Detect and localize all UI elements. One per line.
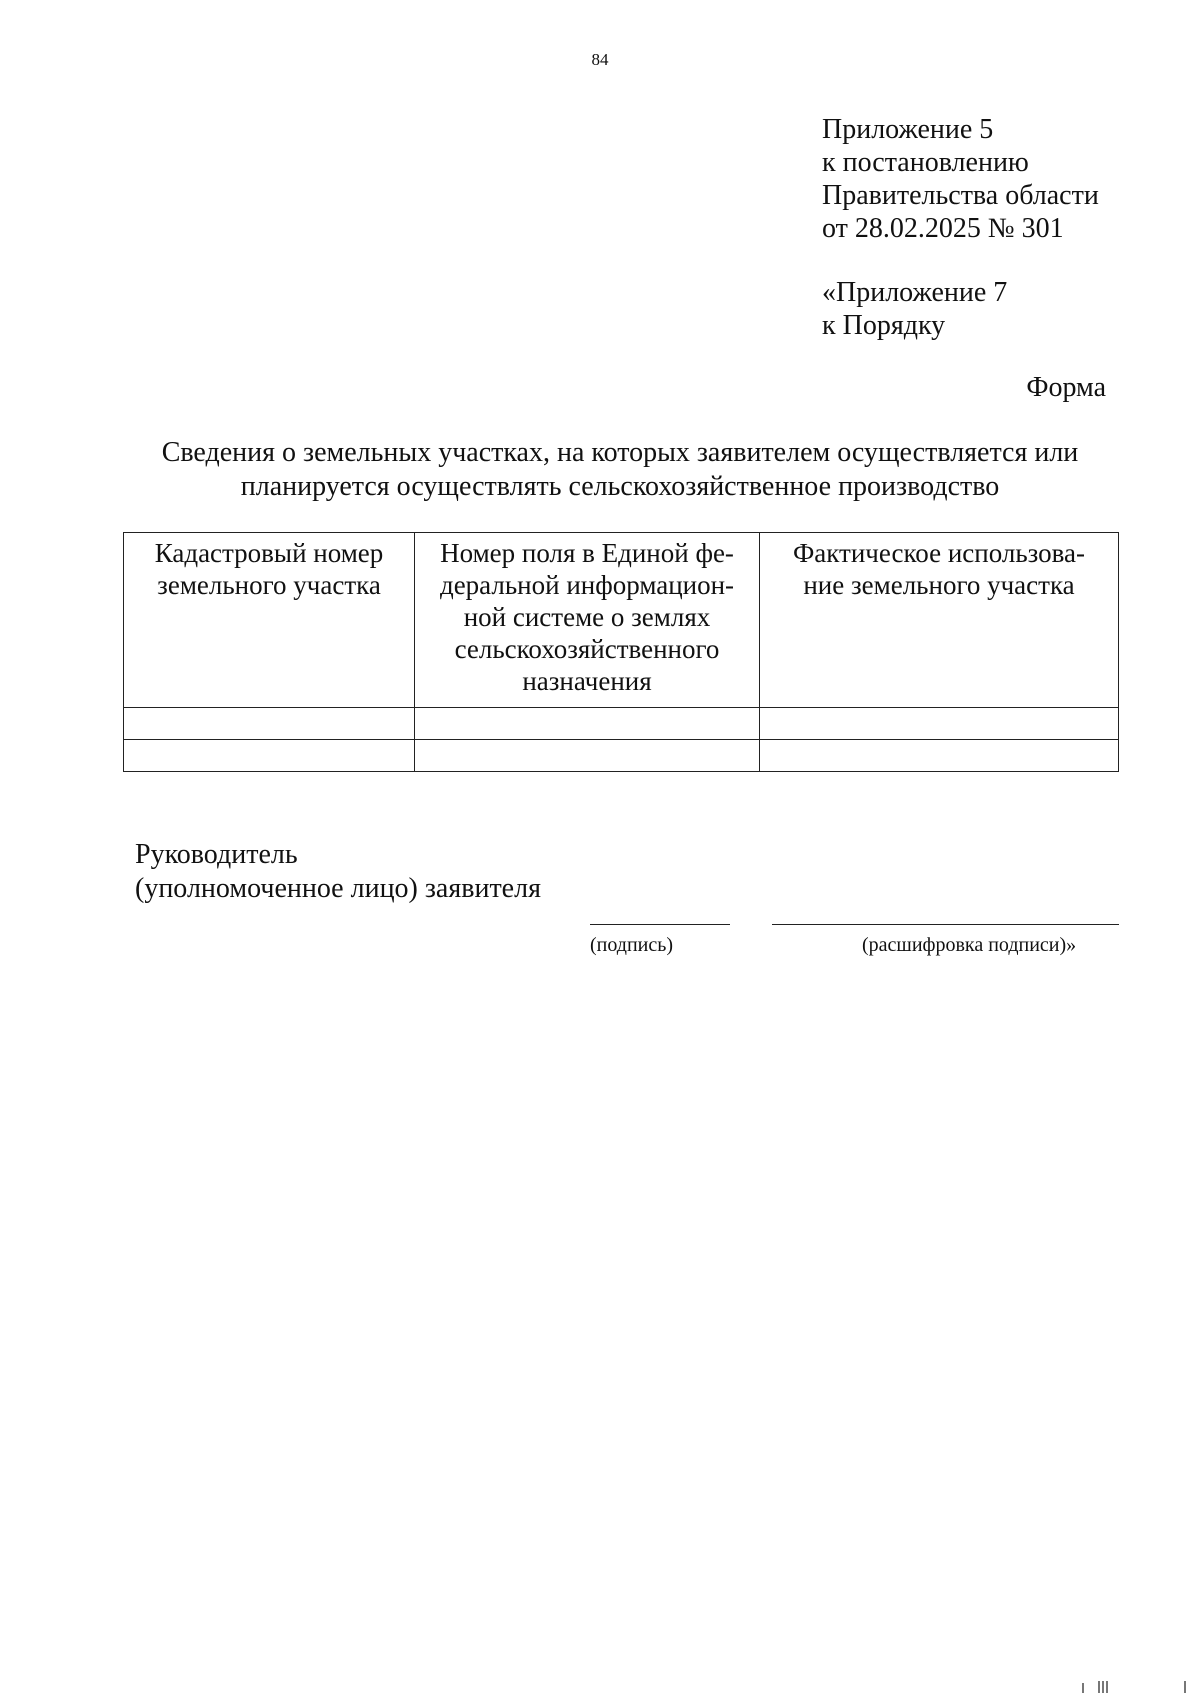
header-line: Кадастровый номер bbox=[154, 538, 384, 568]
document-title bbox=[120, 436, 1120, 504]
appendix-line: к постановлению bbox=[822, 147, 1029, 178]
scan-mark-stroke bbox=[1184, 1681, 1186, 1693]
table-cell[interactable] bbox=[760, 740, 1119, 772]
appendix-line: от 28.02.2025 № 301 bbox=[822, 213, 1064, 244]
header-cadastral-number bbox=[124, 533, 415, 708]
scan-edge-mark bbox=[1072, 1679, 1192, 1693]
header-field-number bbox=[415, 533, 760, 708]
appendix-line: Приложение 5 bbox=[822, 114, 994, 145]
table-cell[interactable] bbox=[124, 708, 415, 740]
table-header-row bbox=[124, 533, 1119, 708]
table-cell[interactable] bbox=[415, 740, 760, 772]
header-line: назначения bbox=[522, 666, 652, 696]
scan-mark-stroke bbox=[1098, 1681, 1100, 1693]
inner-appendix-line: к Порядку bbox=[822, 310, 946, 341]
signature-decode-line[interactable] bbox=[772, 924, 1119, 925]
signature-line[interactable] bbox=[590, 924, 730, 925]
signer-line: (уполномоченное лицо) заявителя bbox=[135, 873, 541, 904]
header-line: земельного участка bbox=[157, 570, 381, 600]
scan-mark-stroke bbox=[1106, 1681, 1108, 1693]
land-plots-table bbox=[123, 532, 1119, 772]
table-cell[interactable] bbox=[760, 708, 1119, 740]
appendix-line: Правительства области bbox=[822, 180, 1099, 211]
header-line: Номер поля в Единой фе- bbox=[440, 538, 734, 568]
signature-caption: (подпись) bbox=[590, 934, 674, 956]
title-line: Сведения о земельных участках, на которых заявителем осуществляется или bbox=[161, 437, 1079, 468]
header-line: ной системе о землях bbox=[463, 602, 711, 632]
inner-appendix-block bbox=[822, 276, 1007, 342]
header-line: ние земельного участка bbox=[803, 570, 1075, 600]
table-row bbox=[124, 708, 1119, 740]
header-line: Фактическое использова- bbox=[792, 538, 1086, 568]
signature-decode-caption: (расшифровка подписи)» bbox=[862, 934, 1077, 956]
scan-mark-stroke bbox=[1082, 1683, 1084, 1693]
header-line: сельскохозяйственного bbox=[454, 634, 720, 664]
inner-appendix-line: «Приложение 7 bbox=[822, 277, 1008, 308]
header-actual-use bbox=[760, 533, 1119, 708]
signer-line: Руководитель bbox=[135, 839, 298, 870]
page-number: 84 bbox=[591, 50, 609, 69]
appendix-block bbox=[822, 113, 1099, 245]
form-label: Форма bbox=[1026, 372, 1106, 403]
table-cell[interactable] bbox=[415, 708, 760, 740]
title-line: планируется осуществлять сельскохозяйственное производство bbox=[240, 471, 1000, 502]
signer-block bbox=[135, 838, 541, 906]
table-row bbox=[124, 740, 1119, 772]
scan-mark-stroke bbox=[1102, 1681, 1104, 1693]
header-line: деральной информацион- bbox=[439, 570, 735, 600]
table-cell[interactable] bbox=[124, 740, 415, 772]
